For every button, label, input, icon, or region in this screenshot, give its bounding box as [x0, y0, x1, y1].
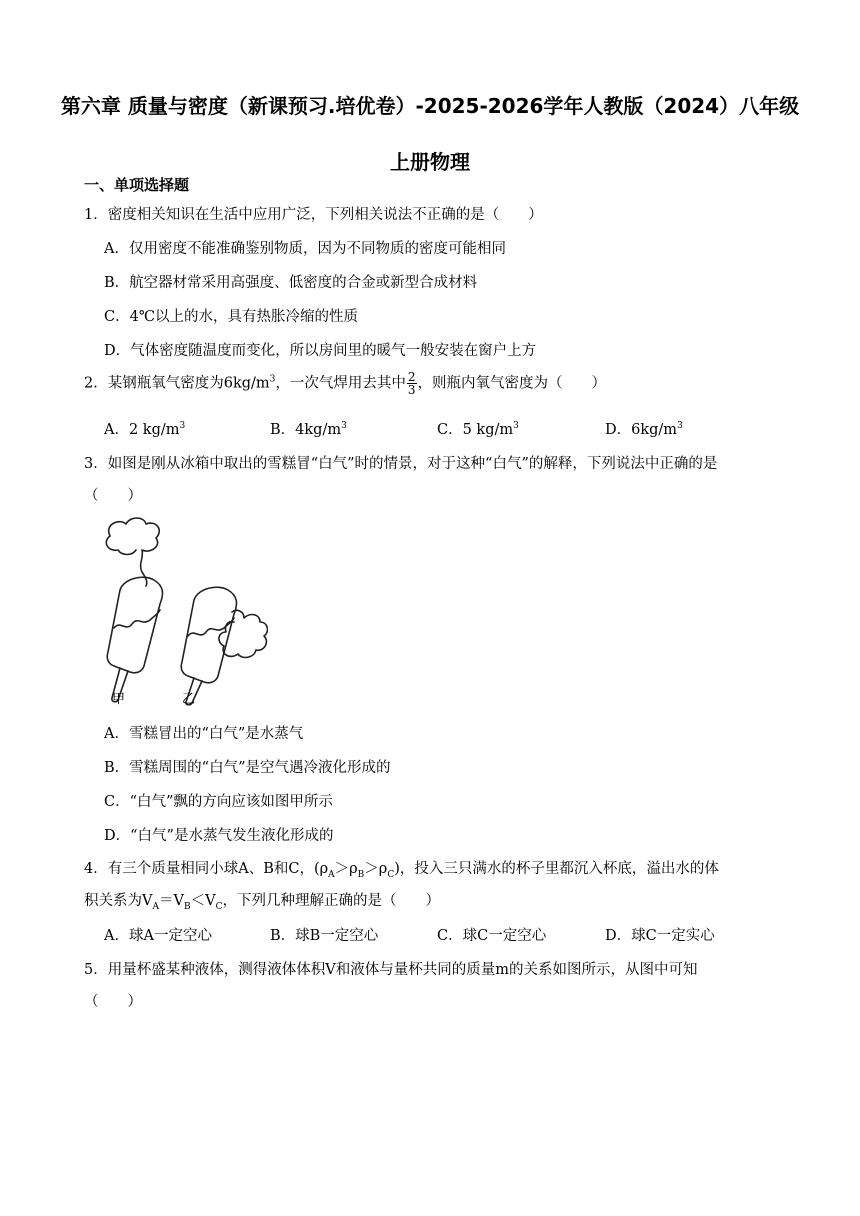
subscript: B: [183, 901, 191, 912]
question-4-stem-part: 4．有三个质量相同小球A、B和C，(ρ: [84, 861, 329, 877]
figure-label-jia: 甲: [112, 692, 126, 707]
subscript: C: [387, 869, 395, 880]
superscript: 3: [179, 421, 186, 432]
question-4-stem: [84, 857, 719, 880]
fraction-denominator: 3: [407, 383, 416, 397]
question-3-option-b: B．雪糕周围的“白气”是空气遇冷液化形成的: [104, 760, 391, 776]
question-1-stem: 1．密度相关知识在生活中应用广泛，下列相关说法不正确的是（ ）: [84, 207, 543, 223]
subscript: B: [357, 869, 365, 880]
question-4-option-a: A．球A一定空心: [104, 928, 212, 944]
question-4-stem-part: ＞ρ: [334, 861, 358, 877]
question-1-option-d: D．气体密度随温度而变化，所以房间里的暖气一般安装在窗户上方: [104, 343, 537, 359]
question-1-option-c: C．4℃以上的水，具有热胀冷缩的性质: [104, 309, 359, 325]
superscript: 3: [269, 374, 276, 385]
question-4-option-b: B．球B一定空心: [270, 928, 379, 944]
superscript: 3: [513, 421, 519, 432]
question-1-option-b: B．航空器材常采用高强度、低密度的合金或新型合成材料: [104, 275, 478, 291]
question-2-stem-part: ，一次气焊用去其中: [275, 375, 406, 392]
question-4-stem-part: )，投入三只满水的杯子里都沉入杯底，溢出水的体: [394, 861, 719, 877]
question-2-stem-part: 2．某钢瓶氧气密度为6kg/m: [84, 375, 270, 392]
question-4-option-c: C．球C一定空心: [437, 928, 547, 944]
question-2-option-c: [437, 418, 519, 439]
option-text: B．4kg/m: [270, 422, 342, 438]
question-4-stem-part: ＞ρ: [364, 861, 388, 877]
question-2-stem: [84, 371, 606, 396]
fraction: [407, 371, 417, 396]
question-3-stem-continued: （ ）: [84, 488, 142, 504]
question-5-stem: 5．用量杯盛某种液体，测得液体体积V和液体与量杯共同的质量m的关系如图所示，从图中可知: [84, 962, 698, 978]
question-4-stem-part: ＜V: [190, 893, 216, 909]
superscript: 3: [677, 421, 683, 432]
question-4-stem-continued: [84, 889, 440, 912]
question-2-option-a: [104, 418, 185, 439]
fraction-numerator: 2: [407, 370, 416, 384]
question-3-option-c: C．“白气”飘的方向应该如图甲所示: [104, 794, 333, 810]
popsicle-figure: [98, 516, 268, 706]
section-heading: 一、单项选择题: [84, 176, 190, 194]
question-4-option-d: D．球C一定实心: [605, 928, 715, 944]
question-4-stem-part: ＝V: [158, 893, 184, 909]
question-2-option-b: [270, 418, 347, 439]
popsicle-illustration: [98, 516, 268, 706]
question-4-stem-part: ，下列几种理解正确的是（ ）: [222, 893, 440, 909]
question-1-option-a: A．仅用密度不能准确鉴别物质，因为不同物质的密度可能相同: [104, 241, 506, 257]
figure-label-yi: 乙: [182, 692, 196, 707]
question-4-stem-part: 积关系为V: [84, 893, 153, 909]
page-title: 第六章 质量与密度（新课预习.培优卷）-2025-2026学年人教版（2024）八年级上册物理: [60, 94, 800, 174]
question-3-option-d: D．“白气”是水蒸气发生液化形成的: [104, 828, 334, 844]
option-text: A．2 kg/m: [104, 422, 180, 438]
question-2-option-d: [605, 418, 683, 439]
superscript: 3: [341, 421, 347, 432]
question-5-stem-continued: （ ）: [84, 994, 142, 1010]
question-2-stem-part: ，则瓶内氧气密度为（ ）: [417, 375, 607, 392]
question-3-option-a: A．雪糕冒出的“白气”是水蒸气: [104, 726, 304, 742]
option-text: C．5 kg/m: [437, 422, 514, 438]
option-text: D．6kg/m: [605, 422, 678, 438]
subscript: A: [152, 901, 159, 912]
question-3-stem: 3．如图是刚从冰箱中取出的雪糕冒“白气”时的情景，对于这种“白气”的解释，下列说法中正确的是: [84, 456, 718, 472]
subscript: A: [328, 869, 335, 880]
subscript: C: [215, 901, 223, 912]
